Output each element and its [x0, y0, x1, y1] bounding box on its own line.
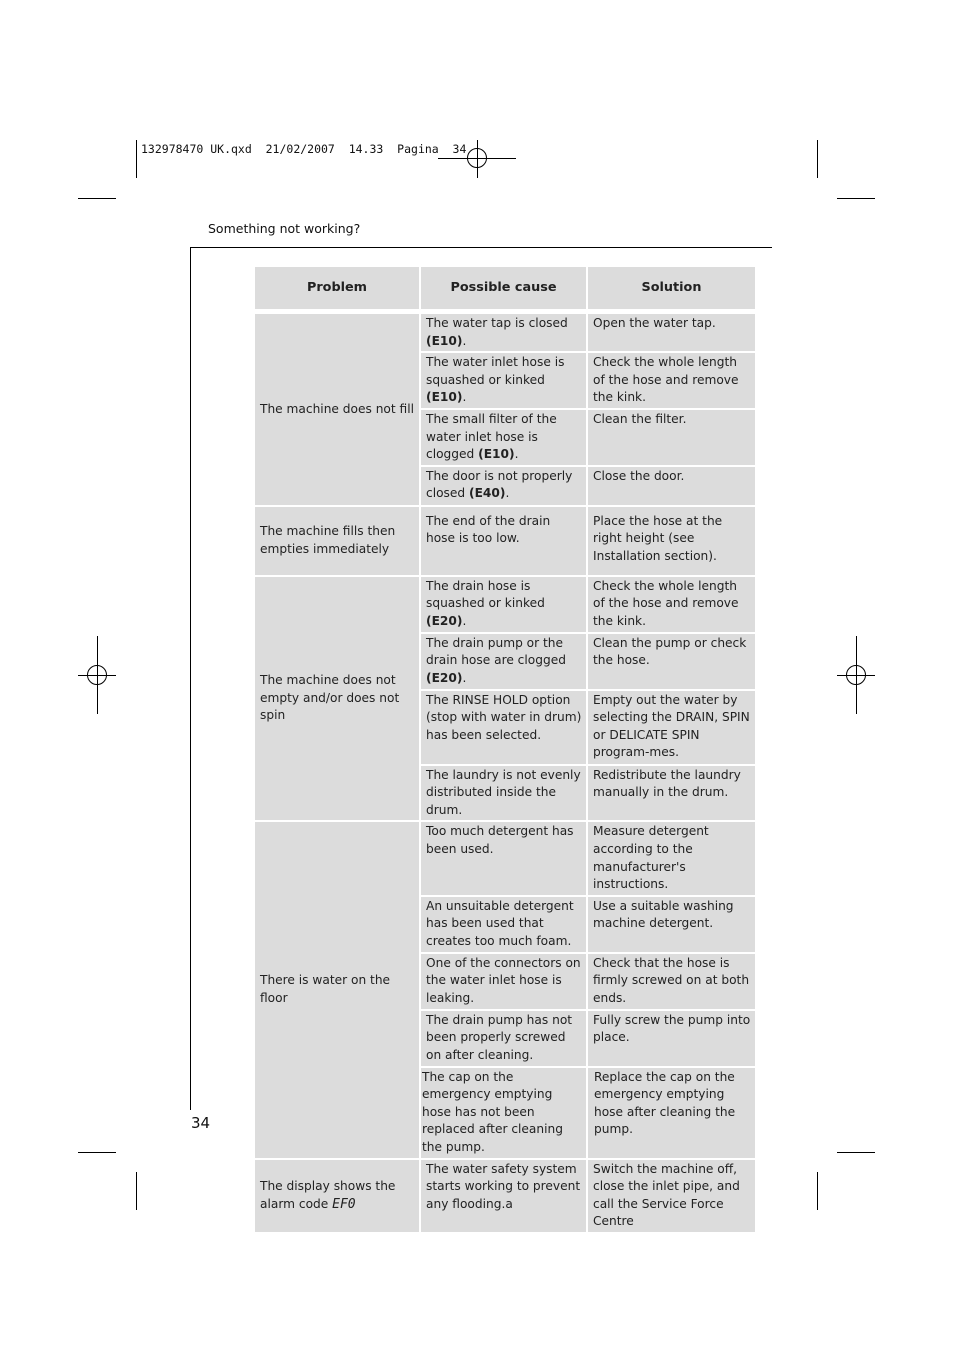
header-rule: [190, 247, 772, 248]
cause-cell: One of the connectors on the water inlet hose is leaking.: [420, 953, 587, 1010]
problem-cell: The display shows the alarm code EF0: [254, 1159, 420, 1233]
solution-cell: Empty out the water by selecting the DRAIN, SPIN or DELICATE SPIN program-mes.: [587, 690, 756, 765]
crop-mark: [136, 1172, 137, 1210]
cause-cell: The drain pump has not been properly screwed on after cleaning.: [420, 1010, 587, 1067]
solution-cell: Redistribute the laundry manually in the drum.: [587, 765, 756, 822]
crop-mark: [78, 198, 116, 199]
table-row: [254, 1159, 756, 1233]
table-row: [254, 821, 756, 895]
problem-cell: The machine does not empty and/or does not spin: [254, 576, 420, 822]
cause-cell: The water safety system starts working to prevent any flooding.a: [420, 1159, 587, 1233]
solution-cell: Clean the filter.: [587, 409, 756, 466]
solution-cell: Check the whole length of the hose and remove the kink.: [587, 576, 756, 633]
cause-cell: Too much detergent has been used.: [420, 821, 587, 895]
problem-cell: The machine fills then empties immediately: [254, 506, 420, 576]
cause-cell: The door is not properly closed (E40).: [420, 466, 587, 506]
problem-cell: There is water on the floor: [254, 821, 420, 1158]
table-row: [254, 576, 756, 633]
crop-mark: [837, 1152, 875, 1153]
crop-mark: [817, 140, 818, 178]
cause-cell: The small filter of the water inlet hose is clogged (E10).: [420, 409, 587, 466]
table-row: [254, 506, 756, 576]
solution-cell: Check that the hose is firmly screwed on at both ends.: [587, 953, 756, 1010]
cause-cell: The end of the drain hose is too low.: [420, 506, 587, 576]
crop-mark: [78, 1152, 116, 1153]
solution-cell: Fully screw the pump into place.: [587, 1010, 756, 1067]
cause-cell: The drain pump or the drain hose are clogged (E20).: [420, 633, 587, 690]
crop-mark: [837, 198, 875, 199]
header-problem: Problem: [254, 266, 420, 310]
page-number: 34: [191, 1114, 211, 1132]
solution-cell: Clean the pump or check the hose.: [587, 633, 756, 690]
section-title: Something not working?: [208, 221, 361, 236]
cause-cell: The water inlet hose is squashed or kinked (E10).: [420, 352, 587, 409]
header-cause: Possible cause: [420, 266, 587, 310]
cause-cell: The laundry is not evenly distributed inside the drum.: [420, 765, 587, 822]
solution-cell: Measure detergent according to the manufacturer's instructions.: [587, 821, 756, 895]
margin-rule: [190, 247, 191, 1110]
cause-cell: The water tap is closed (E10).: [420, 313, 587, 352]
solution-cell: Replace the cap on the emergency emptying hose after cleaning the pump.: [587, 1067, 756, 1159]
troubleshooting-table: [253, 265, 757, 1234]
cause-cell: The drain hose is squashed or kinked (E20).: [420, 576, 587, 633]
solution-cell: Use a suitable washing machine detergent.: [587, 896, 756, 953]
solution-cell: Switch the machine off, close the inlet pipe, and call the Service Force Centre: [587, 1159, 756, 1233]
solution-cell: Open the water tap.: [587, 313, 756, 352]
crop-mark: [817, 1172, 818, 1210]
solution-cell: Close the door.: [587, 466, 756, 506]
cause-cell: An unsuitable detergent has been used that creates too much foam.: [420, 896, 587, 953]
table-header-row: [254, 266, 756, 310]
alarm-code: EF0: [332, 1196, 356, 1212]
print-slug: 132978470 UK.qxd 21/02/2007 14.33 Pagina 34: [141, 142, 467, 156]
solution-cell: Place the hose at the right height (see Installation section).: [587, 506, 756, 576]
problem-cell: The machine does not fill: [254, 313, 420, 506]
solution-cell: Check the whole length of the hose and remove the kink.: [587, 352, 756, 409]
cause-cell: The cap on the emergency emptying hose has not been replaced after cleaning the pump.: [420, 1067, 587, 1159]
header-solution: Solution: [587, 266, 756, 310]
crop-mark: [136, 140, 137, 178]
cause-cell: The RINSE HOLD option (stop with water in drum) has been selected.: [420, 690, 587, 765]
table-row: [254, 313, 756, 352]
